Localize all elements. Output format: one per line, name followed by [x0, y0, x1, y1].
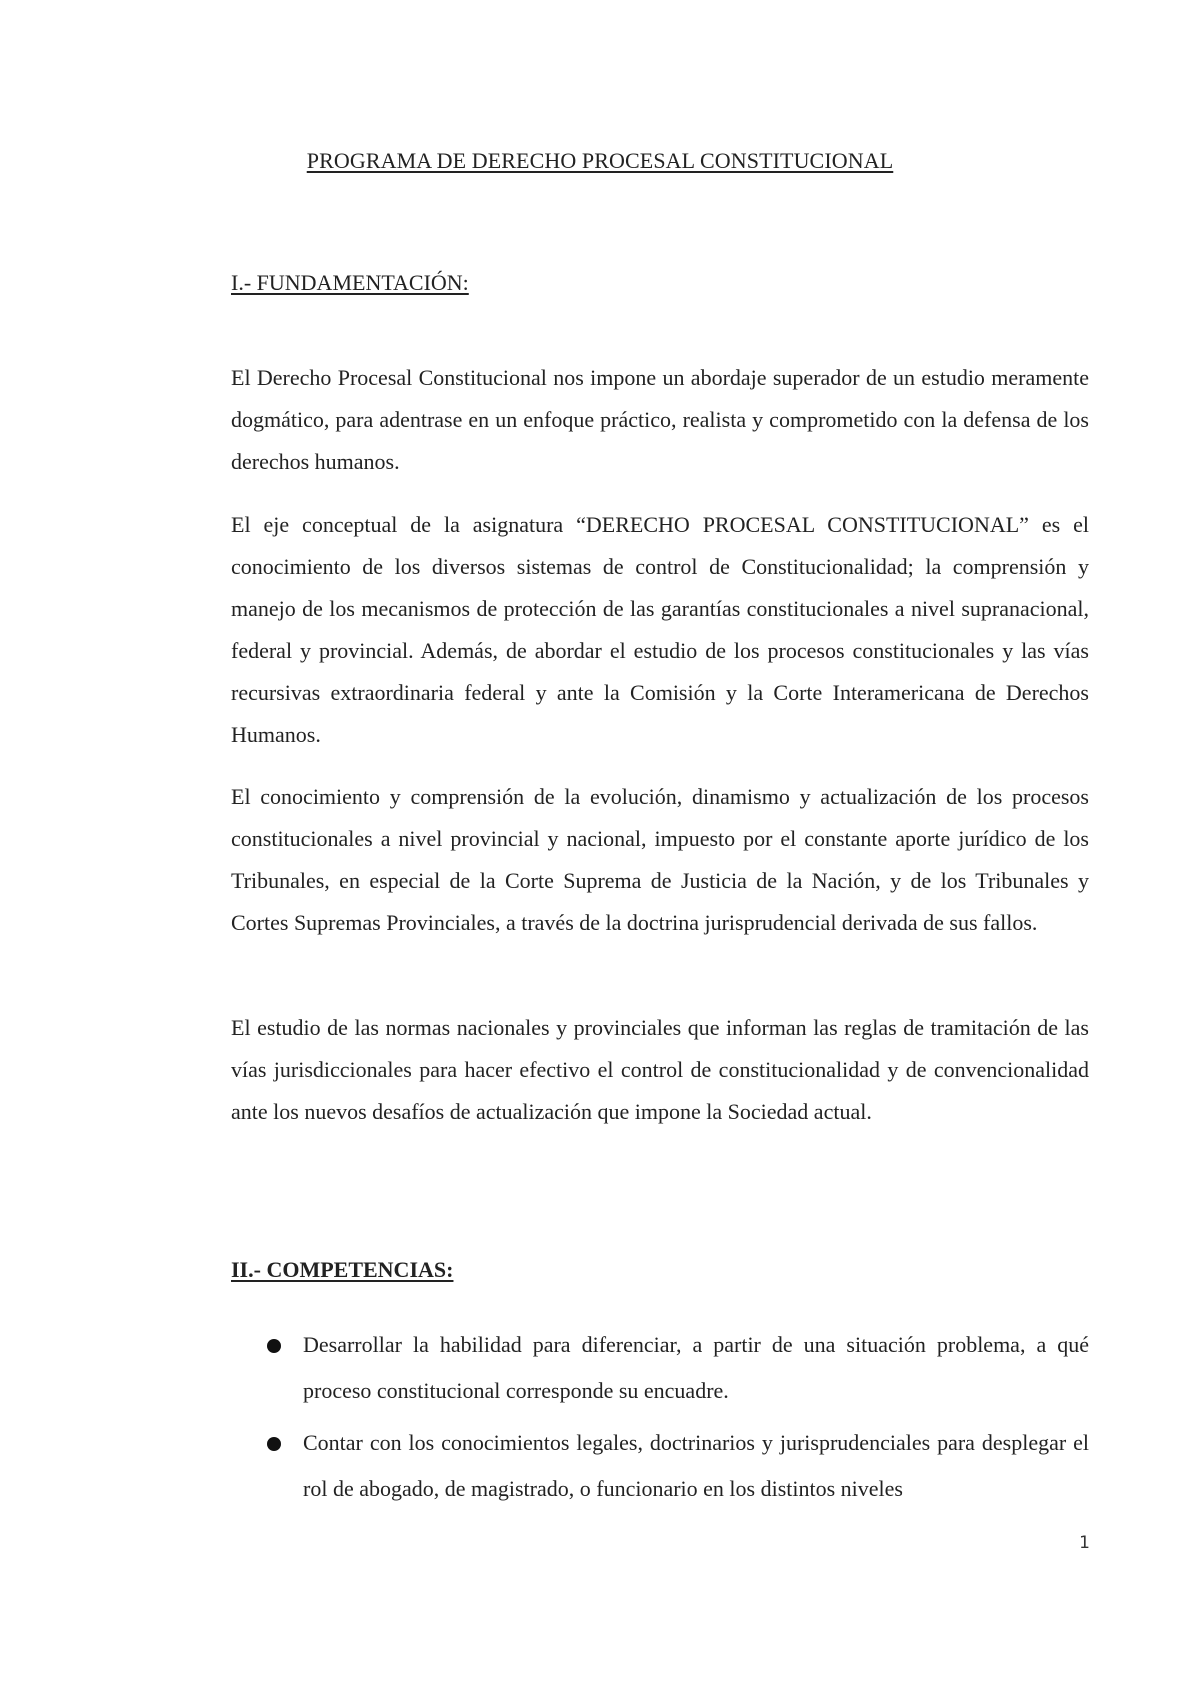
- paragraph-1: El Derecho Procesal Constitucional nos impone un abordaje superador de un estudio meramente dogmático, para adentrase en un enfoque práctico, realista y comprometido con la defensa de los derechos humanos.: [231, 365, 1089, 474]
- list-item: [231, 1322, 1089, 1414]
- paragraph-2: El eje conceptual de la asignatura “DERECHO PROCESAL CONSTITUCIONAL” es el conocimiento de los diversos sistemas de control de Constitucionalidad; la comprensión y manejo de los mecanismos de protección de las garantías constitucionales a nivel supranacional, federal y provincial. Además, de abordar el estudio de los procesos constitucionales y las vías recursivas extraordinaria federal y ante la Comisión y la Corte Interamericana de Derechos Humanos.: [231, 512, 1089, 747]
- paragraph-3: El conocimiento y comprensión de la evolución, dinamismo y actualización de los procesos constitucionales a nivel provincial y nacional, impuesto por el constante aporte jurídico de los Tribunales, en especial de la Corte Suprema de Justicia de la Nación, y de los Tribunales y Cortes Supremas Provinciales, a través de la doctrina jurisprudencial derivada de sus fallos.: [231, 784, 1089, 935]
- page-number: 1: [1079, 1533, 1090, 1553]
- bullet-dot-icon: [267, 1437, 281, 1451]
- paragraph-4: El estudio de las normas nacionales y provinciales que informan las reglas de tramitación de las vías jurisdiccionales para hacer efectivo el control de constitucionalidad y de convencionalidad ante los nuevos desafíos de actualización que impone la Sociedad actual.: [231, 1015, 1089, 1124]
- list-item: [231, 1420, 1089, 1512]
- bullet-dot-icon: [267, 1339, 281, 1353]
- list-item-text: Contar con los conocimientos legales, doctrinarios y jurisprudenciales para desplegar el rol de abogado, de magistrado, o funcionario en los distintos niveles: [303, 1430, 1089, 1501]
- list-item-text: Desarrollar la habilidad para diferenciar, a partir de una situación problema, a qué proceso constitucional corresponde su encuadre.: [303, 1332, 1089, 1403]
- section-heading-fundamentacion: I.- FUNDAMENTACIÓN:: [231, 270, 469, 295]
- document-title: PROGRAMA DE DERECHO PROCESAL CONSTITUCIONAL: [306, 148, 894, 173]
- competencias-list: [231, 1322, 1089, 1518]
- section-heading-competencias: II.- COMPETENCIAS:: [231, 1257, 454, 1282]
